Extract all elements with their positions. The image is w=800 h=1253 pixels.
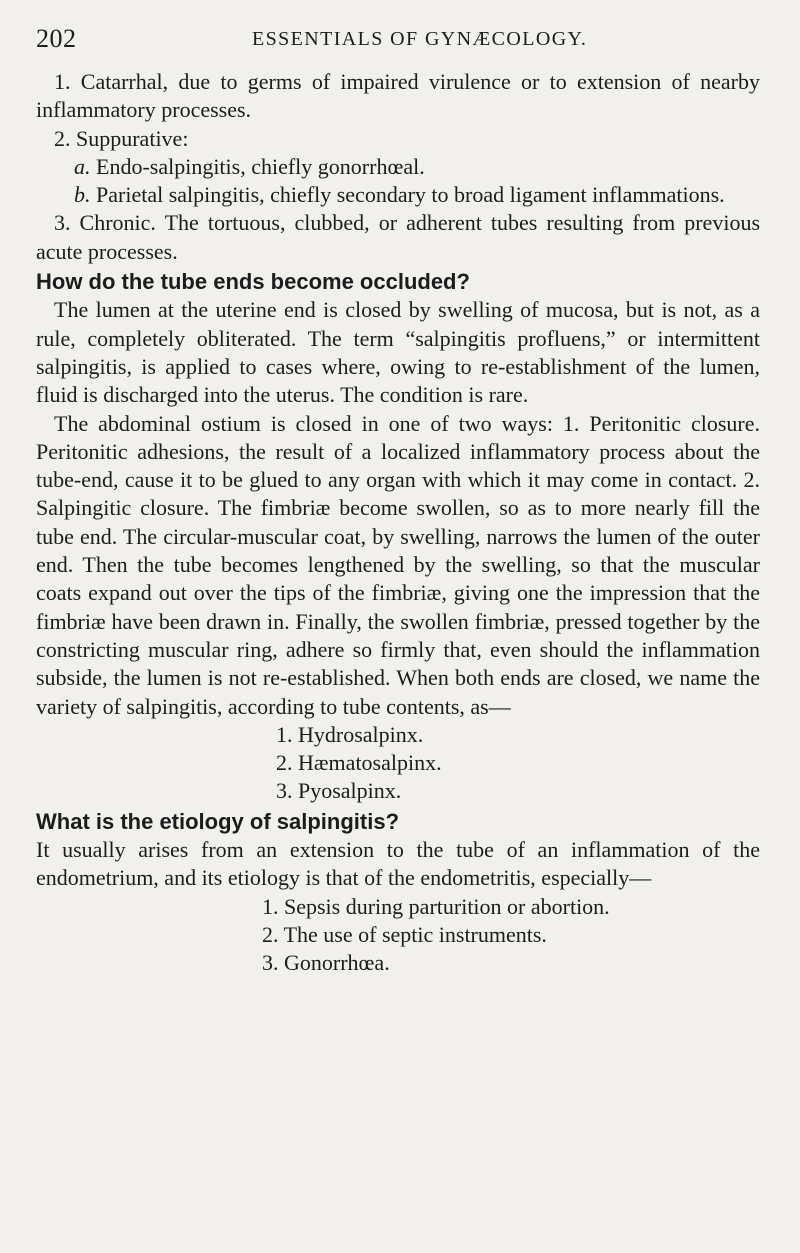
paragraph-uterine-end: The lumen at the uterine end is closed by swelling of mucosa, but is not, as a rule, completely obliterated. The term “salpingitis profluens,” or intermittent salpingitis, is applied to cases where, owing to re-establishment of the lumen, fluid is discharged into the uterus. The condition is rare. — [36, 297, 760, 408]
page-number: 202 — [36, 24, 77, 53]
paragraph-abdominal-ostium: The abdominal ostium is closed in one of two ways: 1. Peritonitic closure. Peritonitic adhesions, the result of a localized inflammatory process about the tube-end, cause it to be glued to any organ with which it may come in contact. 2. Salpingitic closure. The fimbriæ become swollen, so as to more nearly fill the tube end. The circular-muscular coat, by swelling, narrows the lumen of the outer end. Then the tube becomes lengthened by the swelling, so that the muscular coats expand out over the tips of the fimbriæ, giving one the impression that the fimbriæ have been drawn in. Finally, the swollen fimbriæ, pressed together by the constricting muscular ring, adhere so firmly that, even should the inflammation subside, the lumen is not re-established. When both ends are closed, we name the variety of salpingitis, according to tube contents, as— — [36, 410, 760, 719]
subitem-a — [36, 153, 760, 181]
paragraph-catarrhal: 1. Catarrhal, due to germs of impaired virulence or to extension of nearby inflammatory processes. — [36, 69, 760, 123]
list-item: 3. Gonorrhœa. — [262, 950, 390, 976]
tube-contents-list — [36, 721, 760, 806]
paragraph-suppurative: 2. Suppurative: — [54, 125, 189, 151]
paragraph-etiology: It usually arises from an extension to the tube of an inflammation of the endometrium, and its etiology is that of the endometritis, especially— — [36, 837, 760, 891]
subitem-b — [36, 181, 760, 209]
running-head: ESSENTIALS OF GYNÆCOLOGY. — [252, 28, 588, 50]
subitem-b-text: Parietal salpingitis, chiefly secondary to broad ligament inflammations. — [90, 182, 725, 208]
page-header — [36, 22, 760, 56]
subitem-a-label: a. — [74, 153, 91, 179]
list-item: 2. The use of septic instruments. — [262, 921, 547, 947]
question-heading-occlusion: How do the tube ends become occluded? — [36, 269, 470, 295]
subitem-a-text: Endo-salpingitis, chiefly gonorrhœal. — [90, 153, 425, 179]
page-body — [36, 68, 760, 978]
list-item: 1. Sepsis during parturition or abortion. — [262, 893, 610, 919]
subitem-b-label: b. — [74, 182, 91, 208]
list-item: 1. Hydrosalpinx. — [276, 721, 424, 747]
list-item: 2. Hæmatosalpinx. — [276, 750, 442, 776]
question-heading-etiology: What is the etiology of salpingitis? — [36, 808, 400, 834]
paragraph-chronic: 3. Chronic. The tortuous, clubbed, or adherent tubes resulting from previous acute processes. — [36, 210, 760, 264]
list-item: 3. Pyosalpinx. — [276, 778, 402, 804]
etiology-list — [36, 893, 760, 978]
